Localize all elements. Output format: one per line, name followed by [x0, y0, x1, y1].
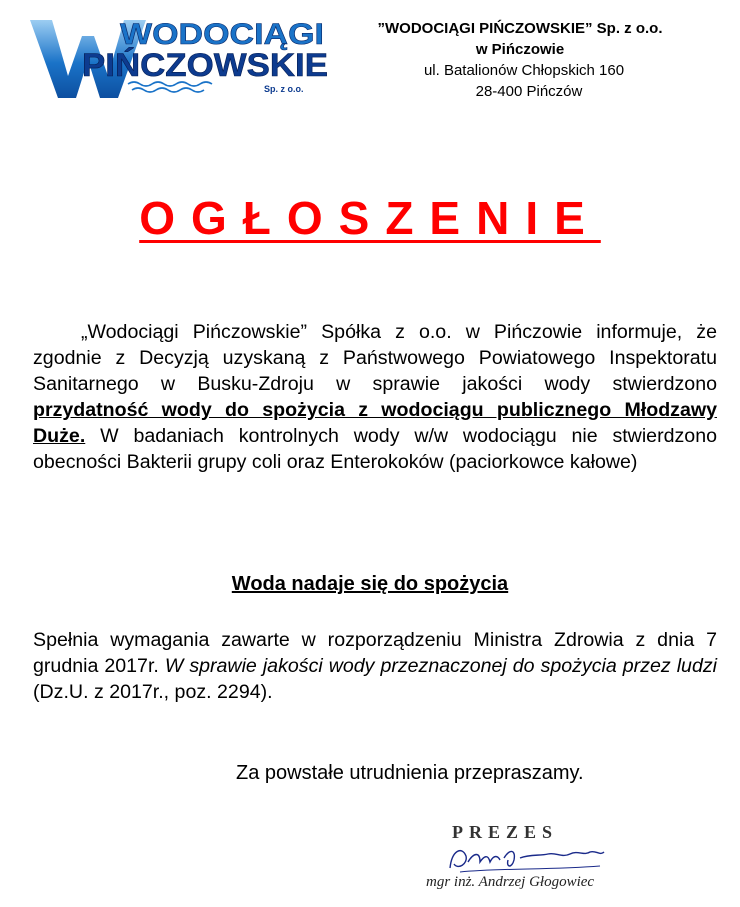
- logo-line1: WODOCIĄGI: [120, 18, 324, 51]
- announcement-title: OGŁOSZENIE: [139, 192, 601, 244]
- apology-text: Za powstałe utrudnienia przepraszamy.: [236, 762, 584, 784]
- logo-line2: PIŃCZOWSKIE: [82, 47, 328, 83]
- signature-role: PREZES: [452, 822, 559, 842]
- fitness-statement: przydatność wody do spożycia z wodociągu publicznego Młodzawy Duże.: [33, 399, 717, 447]
- paragraph-regulation: Spełnia wymagania zawarte w rozporządzeniu Ministra Zdrowia z dnia 7 grudnia 2017r. W sprawie jakości wody przeznaczonej do spożycia przez ludzi (Dz.U. z 2017r., poz. 2294).: [33, 629, 717, 703]
- company-header: [360, 18, 680, 102]
- company-city: w Pińczowie: [475, 41, 565, 58]
- paragraph-main: „Wodociągi Pińczowskie” Spółka z o.o. w Pińczowie informuje, że zgodnie z Decyzją uzyskaną z Państwowego Powiatowego Inspektoratu Sanitarnego w Busku-Zdroju w sprawie jakości wody stwierdzono przydatność wody do spożycia z wodociągu publicznego Młodzawy Duże. W badaniach kontrolnych wody w/w wodociągu nie stwierdzono obecności Bakterii grupy coli oraz Enterokoków (paciorkowce kałowe): [33, 321, 717, 473]
- company-street: ul. Batalionów Chłopskich 160: [423, 62, 625, 79]
- company-logo: [28, 14, 332, 100]
- signer-name: mgr inż. Andrzej Głogowiec: [426, 874, 595, 890]
- logo-suffix: Sp. z o.o.: [264, 84, 304, 94]
- subheading-water-safe: Woda nadaje się do spożycia: [231, 573, 509, 595]
- handwritten-signature: [440, 838, 610, 878]
- logo-waves: [128, 82, 212, 92]
- regulation-title: W sprawie jakości wody przeznaczonej do spożycia przez ludzi: [164, 655, 717, 677]
- company-postal: 28-400 Pińczów: [475, 83, 583, 100]
- company-name: ”WODOCIĄGI PIŃCZOWSKIE” Sp. z o.o.: [377, 20, 663, 37]
